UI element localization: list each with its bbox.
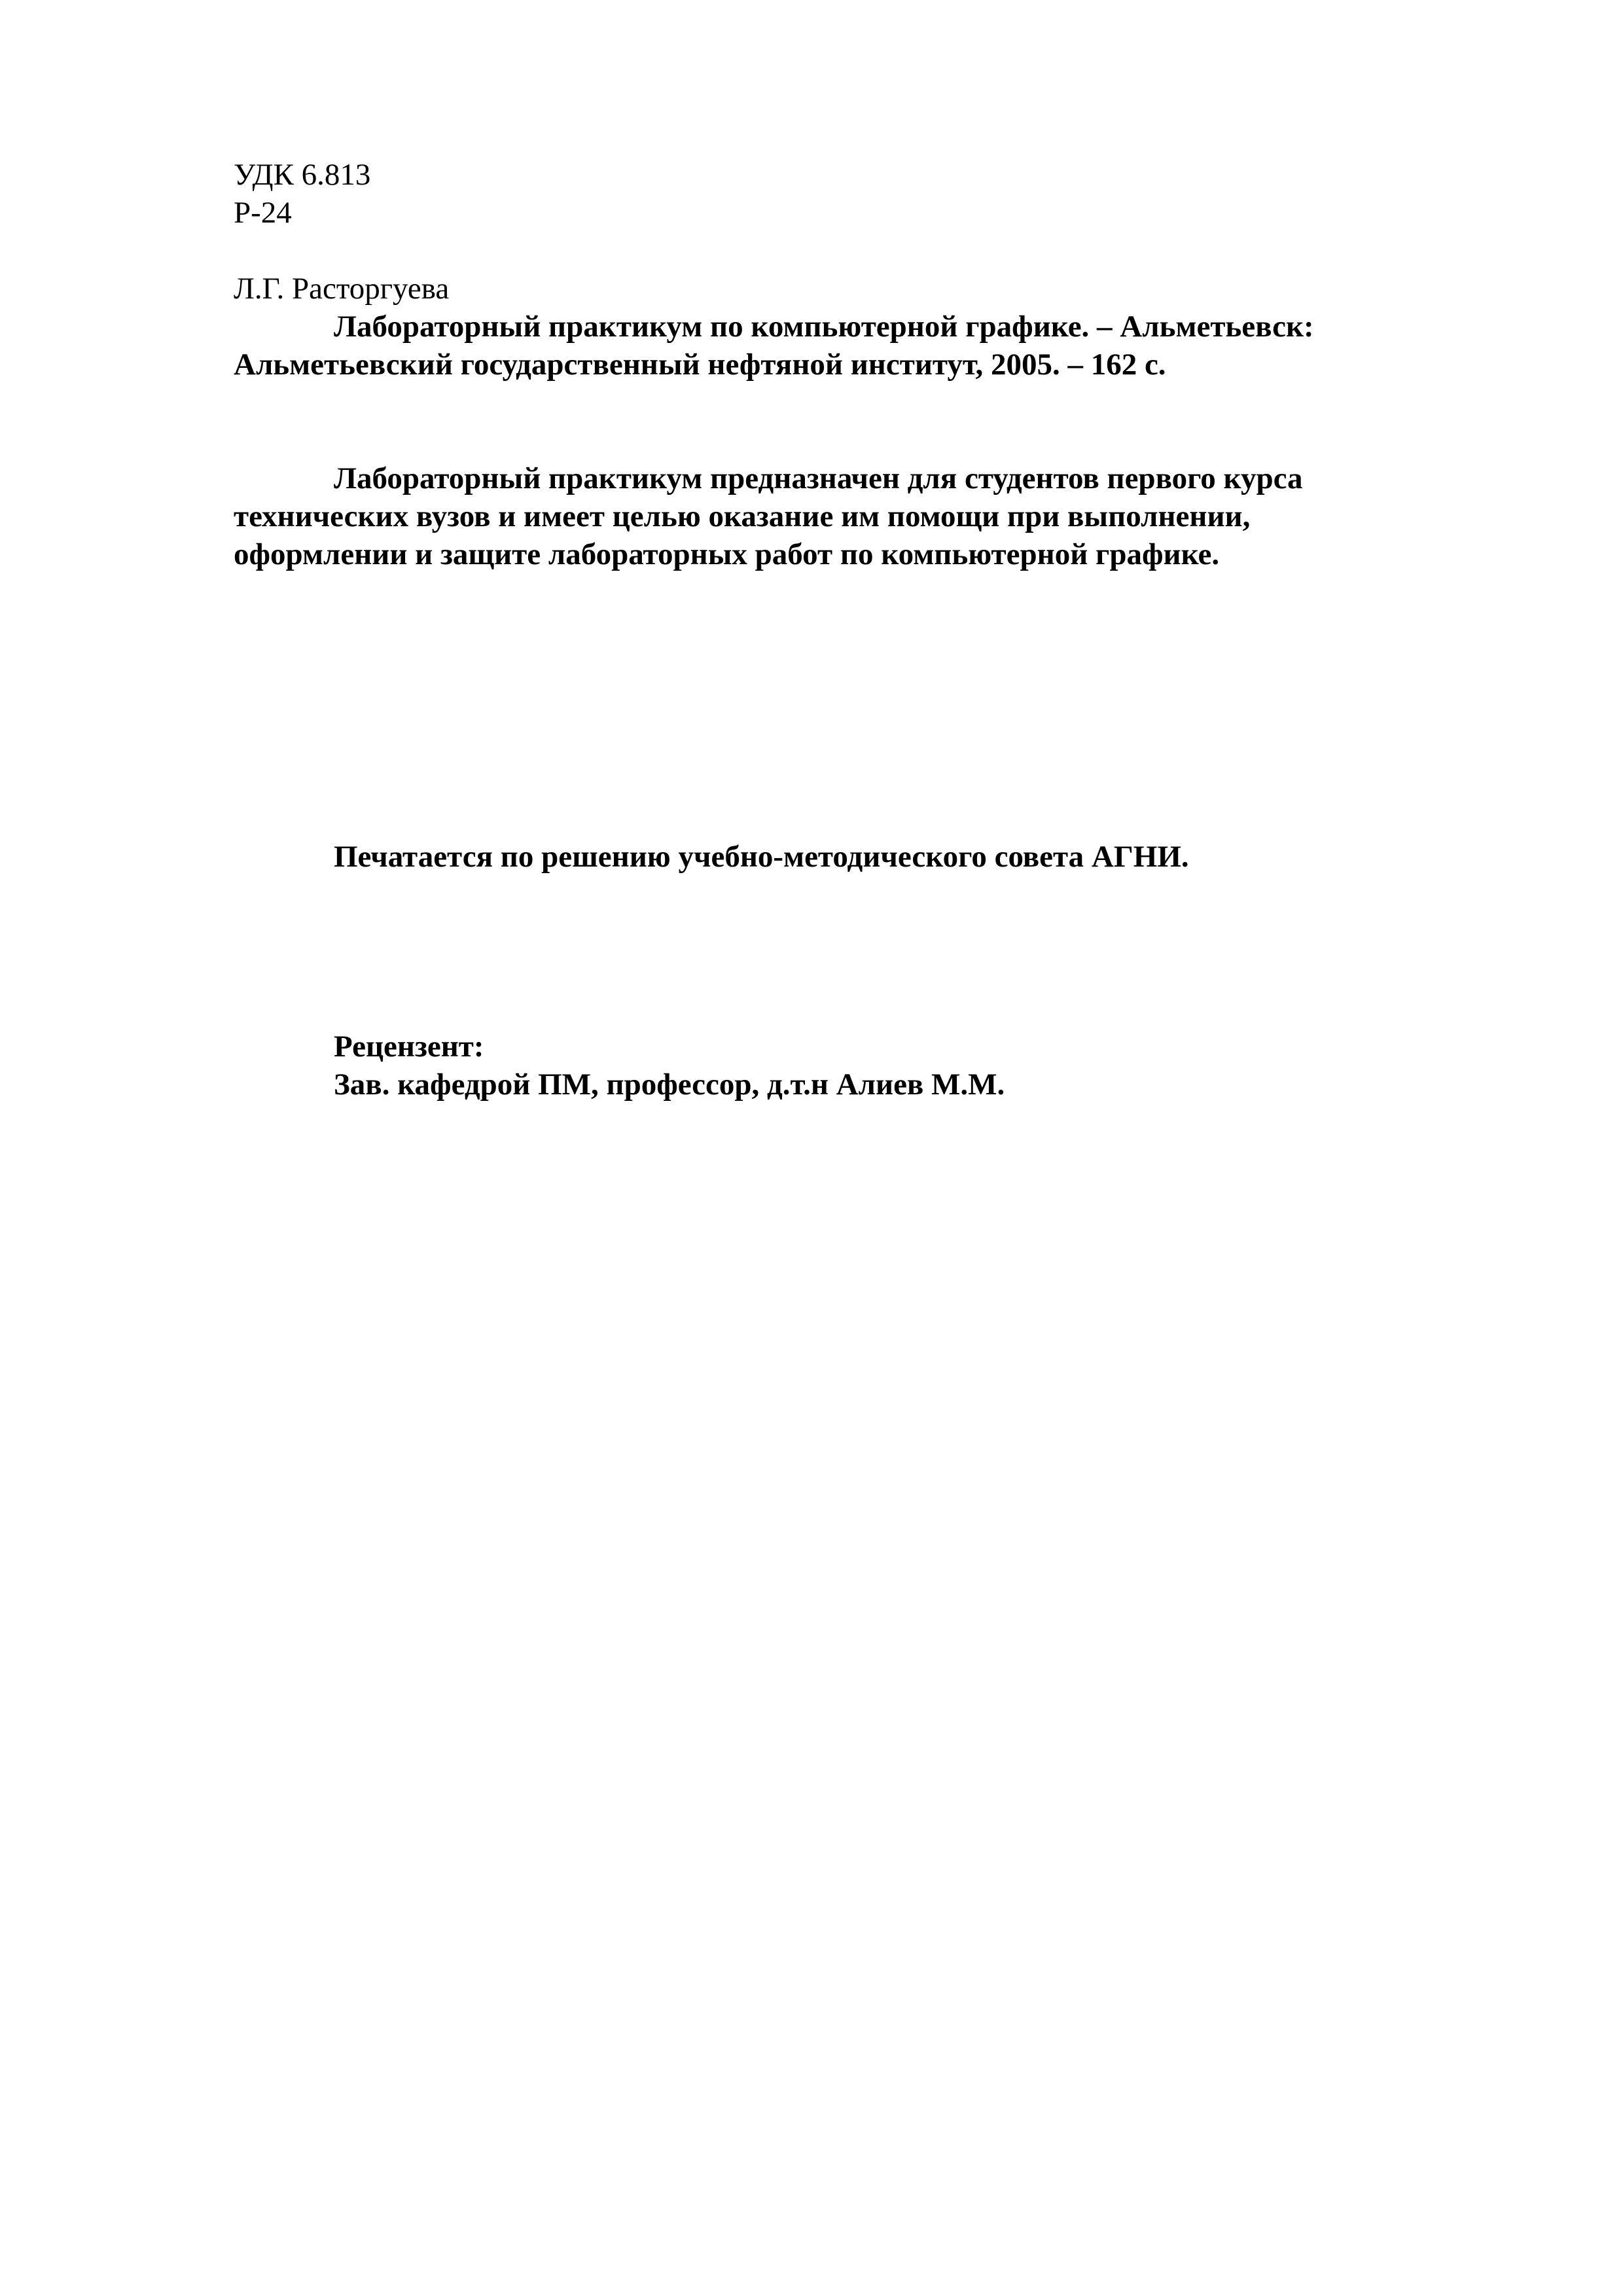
print-approval-note: Печатается по решению учебно-методического совета АГНИ. — [334, 840, 1189, 874]
library-code: Р-24 — [234, 196, 292, 230]
reviewer-label: Рецензент: — [334, 1030, 484, 1064]
reviewer-name: Зав. кафедрой ПМ, профессор, д.т.н Алиев М.М. — [334, 1067, 1005, 1102]
abstract-line-1: Лабораторный практикум предназначен для студентов первого курса — [334, 461, 1303, 495]
author-name: Л.Г. Расторгуева — [234, 272, 450, 306]
bibliographic-title-line-1: Лабораторный практикум по компьютерной графике. – Альметьевск: — [334, 310, 1314, 344]
bibliographic-title-line-2: Альметьевский государственный нефтяной институт, 2005. – 162 с. — [234, 348, 1166, 382]
udk-code: УДК 6.813 — [234, 158, 371, 192]
abstract-line-2: технических вузов и имеет целью оказание им помощи при выполнении, — [234, 499, 1251, 533]
abstract-line-3: оформлении и защите лабораторных работ по компьютерной графике. — [234, 537, 1220, 571]
